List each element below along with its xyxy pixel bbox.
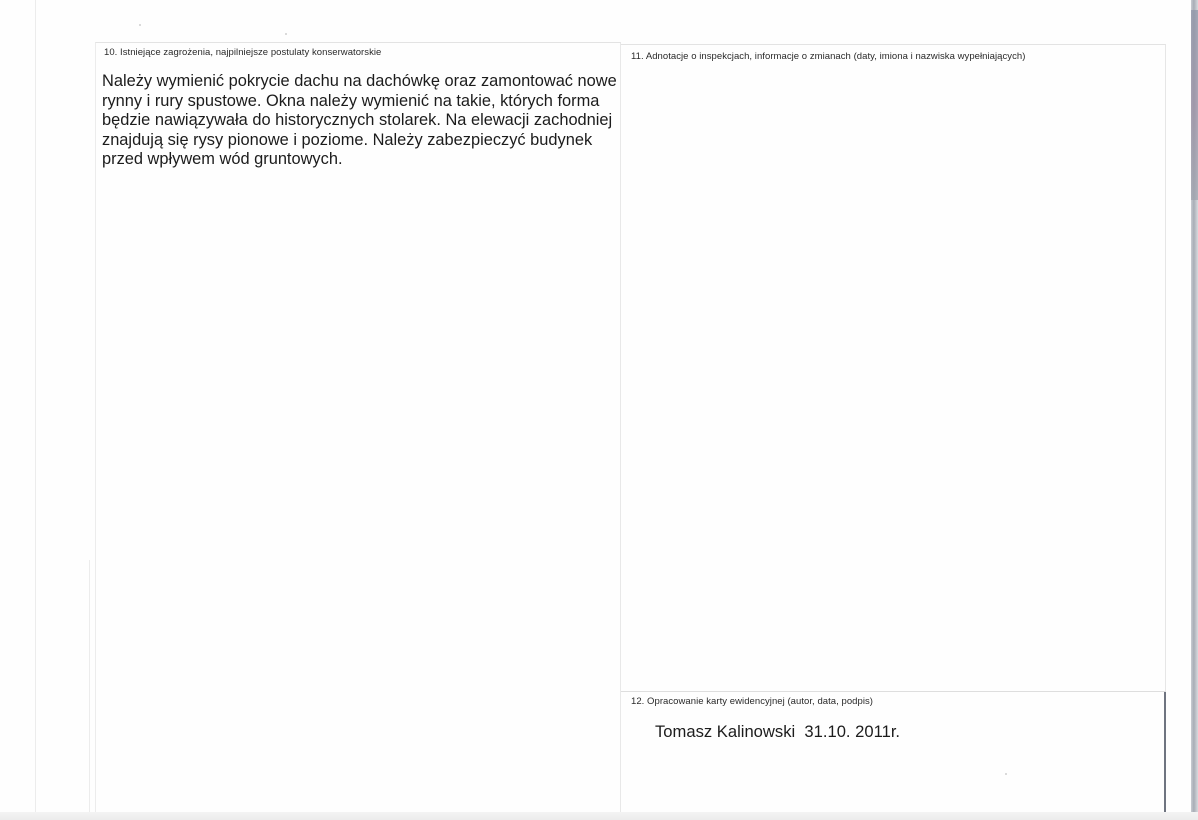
scan-speck xyxy=(139,24,141,26)
scan-speck xyxy=(285,33,287,35)
section-10-label: 10. Istniejące zagrożenia, najpilniejsze postulaty konserwatorskie xyxy=(104,47,382,58)
section-10-threats-postulates xyxy=(95,42,621,812)
scan-right-edge xyxy=(1191,0,1198,820)
section-12-label: 12. Opracowanie karty ewidencyjnej (autor, data, podpis) xyxy=(631,696,874,707)
scan-artifact-line xyxy=(35,0,36,820)
section-11-label: 11. Adnotacje o inspekcjach, informacje o zmianach (daty, imiona i nazwiska wypełniających) xyxy=(631,51,1026,62)
scan-edge-tint xyxy=(1191,10,1198,200)
scan-bottom-edge xyxy=(0,812,1198,820)
section-12-author-date: Tomasz Kalinowski 31.10. 2011r. xyxy=(655,722,901,741)
scan-artifact-line xyxy=(89,560,90,812)
section-10-text: Należy wymienić pokrycie dachu na dachówkę oraz zamontować nowe rynny i rury spustowe. Okna należy wymienić na takie, których forma będzie nawiązywała do historycznych stolarek. Na elewacji zachodniej znajdują się rysy pionowe i poziome. Należy zabezpieczyć budynek przed wpływem wód gruntowych. xyxy=(102,72,617,169)
section-11-inspection-annotations xyxy=(621,44,1166,692)
section-12-card-authorship xyxy=(621,692,1166,812)
